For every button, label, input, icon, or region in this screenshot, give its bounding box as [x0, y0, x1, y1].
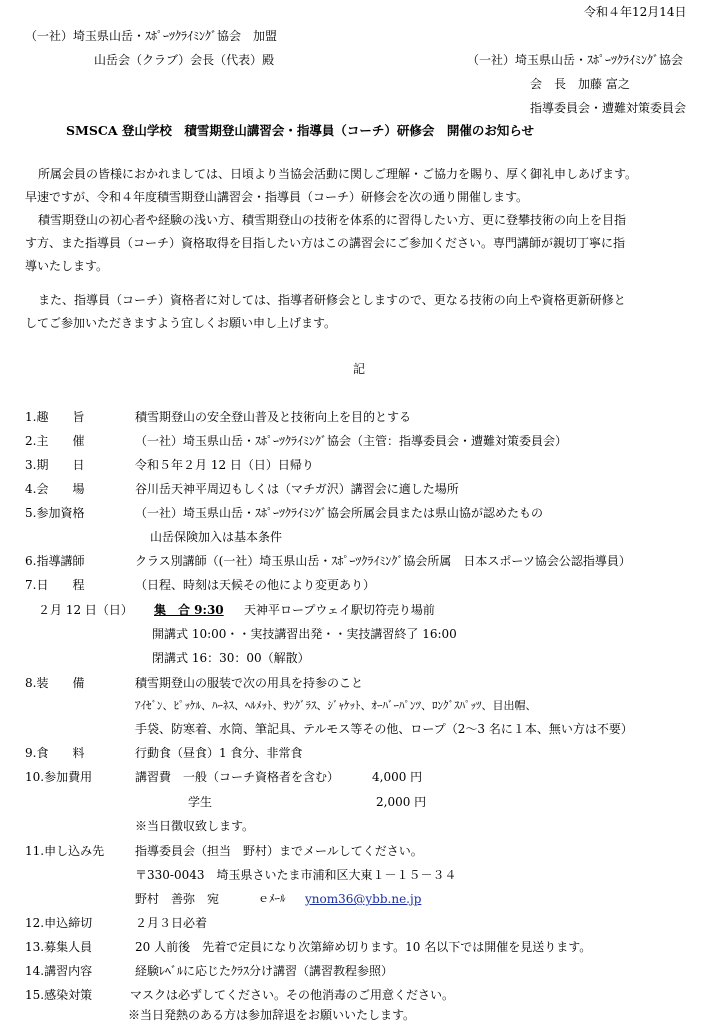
- item-14-label: 14.講習内容: [25, 964, 93, 978]
- item-8-gear-line-1: ｱｲｾﾞﾝ、ﾋﾟｯｹﾙ、ﾊｰﾈｽ、ﾍﾙﾒｯﾄ、ｻﾝｸﾞﾗｽ、ｼﾞｬｹｯﾄ、ｵｰﾊﾞｰﾊﾟﾝﾂ、ﾛﾝｸﾞｽﾊﾟｯﾂ、目出帽、: [135, 699, 537, 712]
- item-15-value: マスクは必ずしてください。その他消毒のご用意ください。: [130, 988, 455, 1002]
- paragraph-3-line-2: してご参加いただきますよう宜しくお願い申し上げます。: [25, 316, 337, 330]
- item-8-label: 8.装 備: [25, 676, 85, 690]
- item-7-opening: 開講式 10:00・・実技講習出発・・実技講習終了 16:00: [152, 627, 457, 641]
- addressee-line-2: 山岳会（クラブ）会長（代表）殿: [94, 53, 275, 67]
- item-7-closing: 閉講式 16：30：00（解散）: [152, 651, 310, 665]
- addressee-line-1: （一社）埼玉県山岳・ｽﾎﾟｰﾂｸﾗｲﾐﾝｸﾞ協会 加盟: [25, 29, 278, 43]
- sender-committee: 指導委員会・遭難対策委員会: [530, 101, 687, 115]
- item-11-email-label: ｅﾒｰﾙ: [258, 892, 286, 905]
- item-2-label: 2.主 催: [25, 434, 85, 448]
- item-7-label: 7.日 程: [25, 578, 85, 592]
- item-10-note: ※当日徴収致します。: [135, 819, 255, 833]
- item-11-address: 〒330-0043 埼玉県さいたま市浦和区大東１－１５－３４: [135, 868, 457, 882]
- item-11-value: 指導委員会（担当 野村）までメールしてください。: [135, 844, 423, 858]
- item-10-student-label: 学生: [188, 795, 213, 809]
- item-11-label: 11.申し込み先: [25, 844, 105, 858]
- item-8-value: 積雪期登山の服装で次の用具を持参のこと: [135, 676, 364, 690]
- item-7-date: ２月 12 日（日）: [38, 603, 133, 617]
- item-5-label: 5.参加資格: [25, 506, 85, 520]
- item-3-label: 3.期 日: [25, 458, 85, 472]
- item-9-label: 9.食 料: [25, 746, 85, 760]
- item-7-meet-time: 集 合 9:30: [154, 603, 224, 617]
- sender-person: 会 長 加藤 富之: [530, 77, 630, 91]
- document-title: SMSCA 登山学校 積雪期登山講習会・指導員（コーチ）研修会 開催のお知らせ: [66, 123, 535, 138]
- item-4-value: 谷川岳天神平周辺もしくは（マチガ沢）講習会に適した場所: [135, 482, 459, 496]
- item-15-label: 15.感染対策: [25, 988, 93, 1002]
- item-7-meet-place: 天神平ロープウェイ駅切符売り場前: [244, 603, 435, 617]
- item-12-label: 12.申込締切: [25, 916, 93, 930]
- paragraph-1-line-1: 所属会員の皆様におかれましては、日頃より当協会活動に関しご理解・ご協力を賜り、厚く御礼申しあげます。: [38, 167, 638, 181]
- paragraph-1-line-2: 早速ですが、令和４年度積雪期登山講習会・指導員（コーチ）研修会を次の通り開催します。: [25, 190, 529, 204]
- item-8-gear-line-2: 手袋、防寒着、水筒、筆記具、テルモス等その他、ロープ（2～3 名に１本、無い方は不要）: [135, 722, 633, 736]
- item-10-label: 10.参加費用: [25, 770, 93, 784]
- item-10-fee-general: 4,000 円: [372, 770, 423, 784]
- paragraph-2-line-2: す方、また指導員（コーチ）資格取得を目指したい方はこの講習会にご参加ください。専門講師が親切丁寧に指: [25, 236, 626, 250]
- item-10-fee-student: 2,000 円: [376, 795, 427, 809]
- item-2-value: （一社）埼玉県山岳・ｽﾎﾟｰﾂｸﾗｲﾐﾝｸﾞ協会（主管：指導委員会・遭難対策委員会）: [135, 434, 568, 448]
- item-15-note: ※当日発熱のある方は参加辞退をお願いいたします。: [128, 1008, 416, 1022]
- paragraph-2-line-1: 積雪期登山の初心者や経験の浅い方、積雪期登山の技術を体系的に習得したい方、更に登攀技術の向上を目指: [38, 213, 627, 227]
- item-7-value: （日程、時刻は天候その他により変更あり）: [135, 578, 376, 592]
- item-1-label: 1.趣 旨: [25, 410, 85, 424]
- item-11-name: 野村 善弥 宛: [135, 892, 220, 906]
- item-10-fee-label: 講習費 一般（コーチ資格者を含む）: [135, 770, 340, 784]
- item-13-value: 20 人前後 先着で定員になり次第締め切ります。10 名以下では開催を見送ります。: [135, 940, 592, 954]
- item-6-label: 6.指導講師: [25, 554, 85, 568]
- document-date: 令和４年12月14日: [584, 5, 687, 19]
- item-12-value: ２月３日必着: [135, 916, 208, 930]
- item-14-value: 経験ﾚﾍﾞﾙに応じたｸﾗｽ分け講習（講習教程参照）: [135, 964, 394, 978]
- item-4-label: 4.会 場: [25, 482, 85, 496]
- sender-organization: （一社）埼玉県山岳・ｽﾎﾟｰﾂｸﾗｲﾐﾝｸﾞ協会: [467, 53, 684, 67]
- paragraph-2-line-3: 導いたします。: [25, 259, 109, 273]
- item-11-email-link[interactable]: ynom36@ybb.ne.jp: [305, 892, 422, 906]
- ki-heading: 記: [353, 362, 366, 376]
- item-13-label: 13.募集人員: [25, 940, 93, 954]
- paragraph-3-line-1: また、指導員（コーチ）資格者に対しては、指導者研修会としますので、更なる技術の向上や資格更新研修と: [38, 293, 626, 307]
- item-1-value: 積雪期登山の安全登山普及と技術向上を目的とする: [135, 410, 412, 424]
- item-5-value-line-2: 山岳保険加入は基本条件: [150, 530, 283, 544]
- item-6-value: クラス別講師（(一社）埼玉県山岳・ｽﾎﾟｰﾂｸﾗｲﾐﾝｸﾞ協会所属 日本スポーツ協会公認指導員）: [135, 554, 631, 568]
- item-3-value: 令和５年２月 12 日（日）日帰り: [135, 458, 314, 472]
- item-9-value: 行動食（昼食）1 食分、非常食: [135, 746, 303, 760]
- item-5-value: （一社）埼玉県山岳・ｽﾎﾟｰﾂｸﾗｲﾐﾝｸﾞ協会所属会員または県山協が認めたもの: [135, 506, 544, 520]
